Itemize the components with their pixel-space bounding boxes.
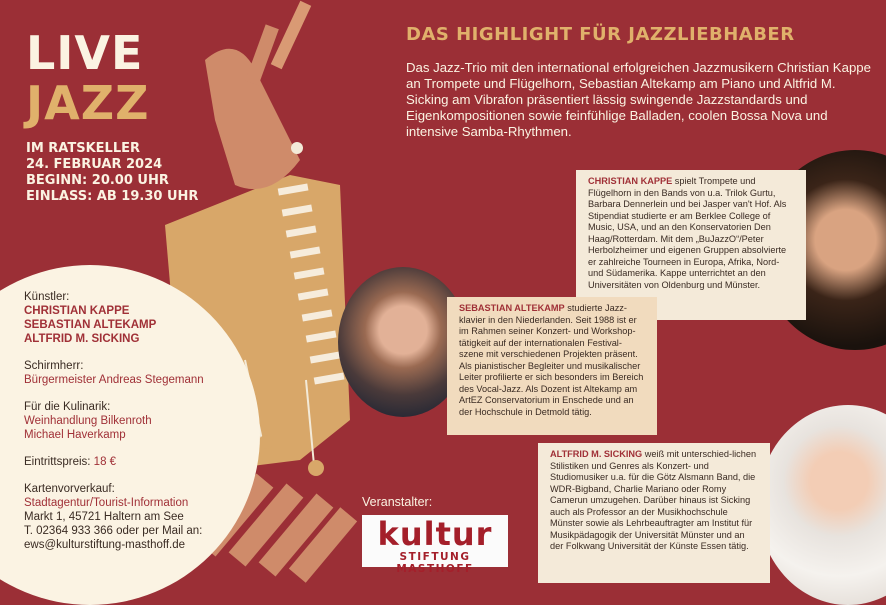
event-date: 24. FEBRUAR 2024	[26, 157, 163, 172]
kultur-logo	[362, 515, 508, 575]
doors-time: EINLASS: AB 19.30 UHR	[26, 189, 199, 204]
bio-text: weiß mit unterschied-lichen Stilistiken und Genres als Konzert- und Studiomusiker u.a. für die Götz Alsmann Band, die WDR-Bigband, Charlie Mariano oder Romy Camerun umzugehen. Darüber hinaus ist Sicking auch als Professor an der Musikhochschule Münster sowie als Lehrbeauftragter am Institut für Musikpädagogik der Universität Münster und an der Folkwang Universität der Künste Essen tätig.	[550, 449, 757, 551]
event-info-block	[24, 290, 204, 552]
price-value: 18 €	[93, 456, 117, 468]
bio-name: SEBASTIAN ALTEKAMP	[459, 303, 565, 313]
artist-name: SEBASTIAN ALTEKAMP	[24, 319, 157, 331]
bio-text: studierte Jazz-klavier in den Niederlanden. Seit 1988 ist er im Rahmen seiner Konzert- und Workshop-tätigkeit auf der internationalen Festival-szene mit verschiedenen Projekten präsent. Als pianistischer Begleiter und musikalischer Leiter profilierte er sich besonders im Bereich des Vocal-Jazz. Als Dozent ist Altekamp am ArtEZ Conservatorium in Enschede und an der Hochschule in Detmold tätig.	[459, 303, 644, 417]
bio-card-sicking	[538, 443, 770, 583]
venue: IM RATSKELLER	[26, 141, 141, 156]
title-live: LIVE	[26, 26, 144, 80]
presale-label: Kartenvorverkauf:	[24, 483, 115, 495]
bio-name: ALTFRID M. SICKING	[550, 449, 643, 459]
trumpet-valve	[245, 24, 279, 85]
presale-phone: T. 02364 933 366 oder per Mail an:	[24, 525, 203, 537]
event-details	[26, 141, 198, 205]
artist-name: CHRISTIAN KAPPE	[24, 305, 130, 317]
presale-place: Stadtagentur/Tourist-Information	[24, 497, 189, 509]
presale-mail: ews@kulturstiftung-masthoff.de	[24, 539, 186, 551]
trumpet-button	[291, 142, 303, 154]
artist-name: ALTFRID M. SICKING	[24, 333, 140, 345]
culinary-partner: Michael Haverkamp	[24, 429, 126, 441]
title-jazz: JAZZ	[26, 76, 150, 130]
organizer-label: Veranstalter:	[362, 495, 433, 509]
price-line	[24, 455, 204, 469]
logo-word: kultur	[377, 515, 493, 553]
culinary-label: Für die Kulinarik:	[24, 401, 111, 413]
price-label: Eintrittspreis:	[24, 456, 91, 468]
artists-label: Künstler:	[24, 291, 70, 303]
patron-label: Schirmherr:	[24, 360, 84, 372]
bio-card-altekamp	[447, 297, 657, 435]
start-time: BEGINN: 20.00 UHR	[26, 173, 169, 188]
mallet-head	[259, 435, 273, 449]
bio-text: spielt Trompete und Flügelhorn in den Bands von u.a. Trilok Gurtu, Barbara Dennerlein und bei Jasper van't Hof. Als Stipendiat studierte er am Berklee College of Music, USA, und an den Konservatorien Den Haag/Rotterdam. Mit dem „BuJazzO“/Peter Herbolzheimer und eigenen Gruppen absolvierte er zahlreiche Tourneen in Europa, Afrika, Nord- und Südamerika. Kappe unterrichtet an den Universitäten von Oldenburg und Münster.	[588, 176, 787, 290]
patron-name: Bürgermeister Andreas Stegemann	[24, 374, 204, 386]
headline: DAS HIGHLIGHT FÜR JAZZLIEBHABER	[406, 24, 795, 45]
trumpet-pipe	[271, 1, 311, 70]
intro-text: Das Jazz-Trio mit den international erfolgreichen Jazzmusikern Christian Kappe an Trompete und Flügelhorn, Sebastian Altekamp am Piano und Altfrid M. Sicking am Vibrafon präsentiert lässig swingende Jazzstandards und Eigenkompositionen sowie feinfühlige Balladen, coolen Bossa Nova und intensive Samba-Rhythmen.	[406, 60, 871, 139]
mallet-head	[308, 460, 324, 476]
culinary-partner: Weinhandlung Bilkenroth	[24, 415, 152, 427]
presale-address: Markt 1, 45721 Haltern am See	[24, 511, 184, 523]
logo-subtitle: STIFTUNG MASTHOFF	[396, 551, 474, 575]
bio-name: CHRISTIAN KAPPE	[588, 176, 673, 186]
